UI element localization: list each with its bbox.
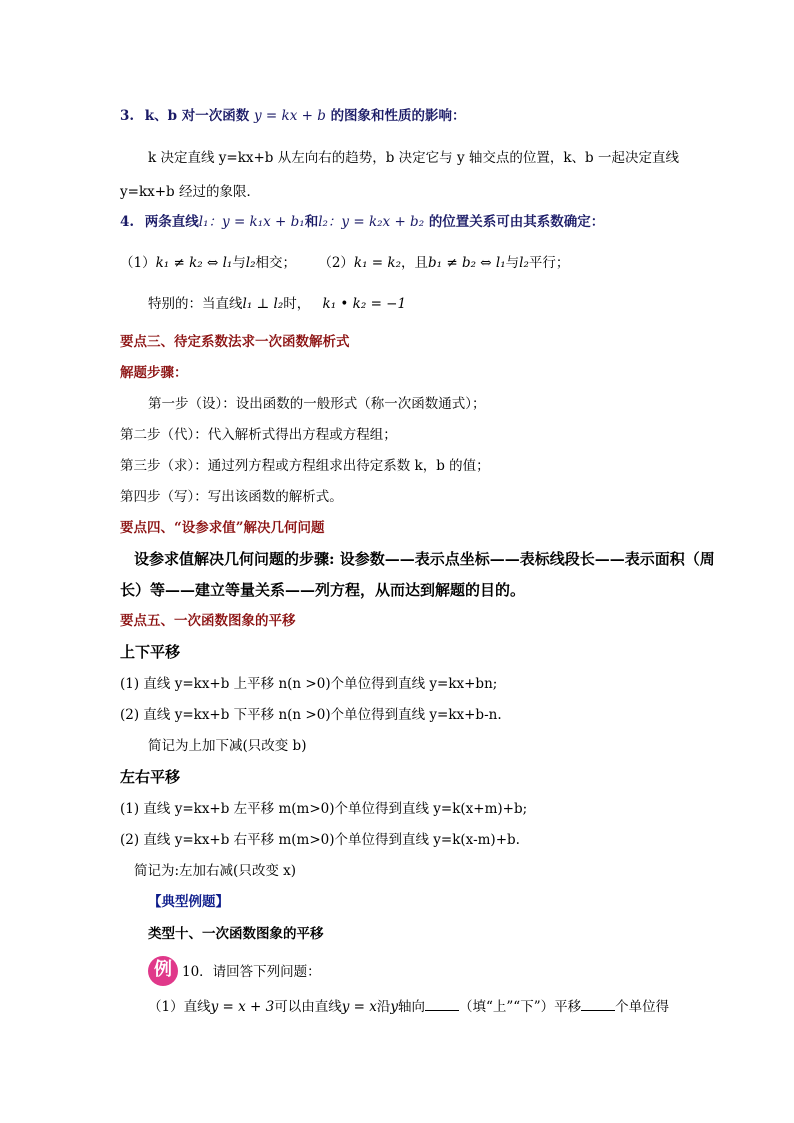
formula: k₁ • k₂ = −1: [322, 296, 407, 312]
text: 时，: [283, 296, 311, 312]
typical-examples-heading: 【典型例题】: [148, 894, 229, 910]
paragraph-line: 长）等——建立等量关系——列方程，从而达到解题的目的。: [120, 581, 526, 599]
formula: y = x + 3: [210, 999, 275, 1015]
formula: l₁ ⊥ l₂: [242, 296, 284, 312]
horizontal-shift-heading: 左右平移: [120, 768, 181, 786]
paragraph-line: k 决定直线 y=kx+b 从左向右的趋势，b 决定它与 y 轴交点的位置，k、b 一起决定直线: [148, 150, 679, 166]
text: 个单位得: [615, 999, 670, 1015]
paragraph-line: y=kx+b 经过的象限．: [120, 184, 260, 200]
vertical-shift-summary: 简记为上加下减(只改变 b): [148, 738, 307, 754]
vertical-shift-heading: 上下平移: [120, 643, 181, 661]
paragraph-line: 设参求值解决几何问题的步骤: 设参数——表示点坐标——表标线段长——表示面积（周: [134, 550, 715, 568]
heading-text: 的图象和性质的影响：: [330, 108, 466, 124]
section-3-heading: [120, 106, 466, 126]
text: 特别的：当直线: [148, 296, 243, 312]
step-2: 第二步（代）：代入解析式得出方程或方程组；: [120, 427, 397, 443]
example-badge-icon: 例: [148, 956, 178, 986]
formula: b₁ ≠ b₂ ⇔ l₁: [428, 255, 506, 271]
heading-text: 的位置关系可由其系数确定：: [428, 214, 605, 230]
text: 沿: [376, 999, 391, 1015]
section-number: 3.: [120, 108, 135, 124]
question-10-part-1: [148, 996, 669, 1017]
formula: y = kx + b: [254, 108, 326, 124]
text: 轴向: [398, 999, 425, 1015]
text: 与: [505, 255, 520, 271]
vertical-shift-rule-1: (1) 直线 y=kx+b 上平移 n(n >0)个单位得到直线 y=kx+bn;: [120, 676, 498, 692]
text: （1）直线: [148, 999, 211, 1015]
heading-text: k、b 对一次函数: [144, 108, 250, 124]
special-case-line: [148, 294, 406, 314]
key-point-4-heading: 要点四、“设参求值”解决几何问题: [120, 520, 325, 536]
text: 相交；: [255, 255, 297, 271]
formula: y: [390, 999, 398, 1015]
answer-blank[interactable]: [425, 996, 459, 1011]
text: 可以由直线: [274, 999, 342, 1015]
horizontal-shift-summary: 简记为:左加右减(只改变 x): [134, 863, 296, 879]
formula: k₁ ≠ k₂ ⇔ l₁: [155, 255, 233, 271]
example-type-heading: 类型十、一次函数图象的平移: [148, 926, 324, 942]
label: （1）: [120, 255, 156, 271]
step-3: 第三步（求）：通过列方程或方程组求出待定系数 k，b 的值；: [120, 458, 490, 474]
key-point-3-heading: 要点三、待定系数法求一次函数解析式: [120, 334, 350, 350]
formula: l₂: [519, 255, 529, 271]
text: 平行；: [528, 255, 570, 271]
formula: l₂：y = k₂x + b₂: [318, 214, 425, 230]
formula: y = x: [341, 999, 377, 1015]
section-4-heading: [120, 212, 604, 232]
vertical-shift-rule-2: (2) 直线 y=kx+b 下平移 n(n >0)个单位得到直线 y=kx+b-n.: [120, 707, 502, 723]
label: （2）: [318, 255, 354, 271]
relation-line: [120, 253, 569, 273]
horizontal-shift-rule-2: (2) 直线 y=kx+b 右平移 m(m>0)个单位得到直线 y=k(x-m)+b.: [120, 832, 520, 848]
key-point-5-heading: 要点五、一次函数图象的平移: [120, 613, 296, 629]
question-10: 10．请回答下列问题：: [182, 964, 321, 980]
heading-text: 和: [304, 214, 319, 230]
step-1: 第一步（设）：设出函数的一般形式（称一次函数通式）；: [148, 396, 486, 412]
section-number: 4.: [120, 214, 135, 230]
horizontal-shift-rule-1: (1) 直线 y=kx+b 左平移 m(m>0)个单位得到直线 y=k(x+m)+b;: [120, 801, 528, 817]
heading-text: 两条直线: [144, 214, 199, 230]
text: ，且: [401, 255, 429, 271]
formula: l₁：y = k₁x + b₁: [198, 214, 305, 230]
formula: k₁ = k₂: [353, 255, 402, 271]
text: （填“上”“下”）平移: [459, 999, 582, 1015]
formula: l₂: [245, 255, 256, 271]
step-4: 第四步（写）：写出该函数的解析式。: [120, 489, 343, 505]
steps-heading: 解题步骤：: [120, 365, 188, 381]
text: 与: [232, 255, 246, 271]
answer-blank[interactable]: [581, 996, 615, 1011]
